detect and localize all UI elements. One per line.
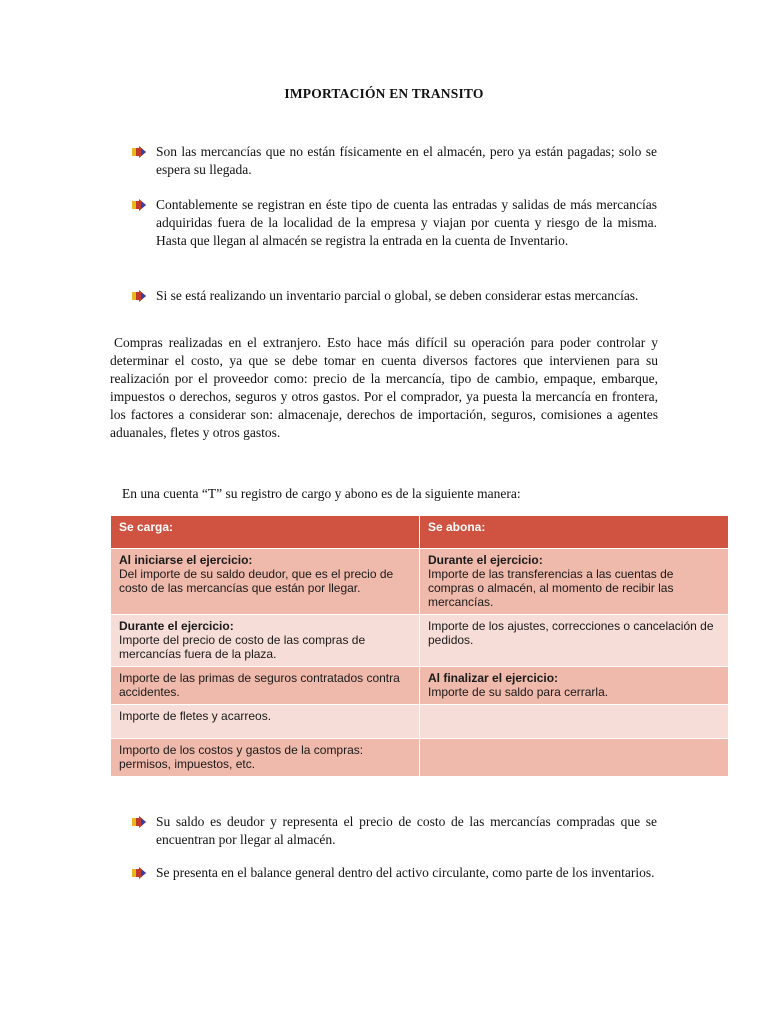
cell-heading: Durante el ejercicio: — [428, 553, 543, 567]
table-cell — [420, 667, 729, 705]
bullet-item — [132, 196, 657, 250]
table-cell — [111, 615, 420, 667]
cell-heading: Durante el ejercicio: — [119, 619, 234, 633]
arrow-bullet-icon — [132, 199, 146, 211]
bullet-text: Contablemente se registran en éste tipo de cuenta las entradas y salidas de más mercancías adquiridas fuera de la localidad de la empresa y viajan por cuenta y riesgo de la misma. Hasta que llegan al almacén se registra la entrada en la cuenta de Inventario. — [156, 197, 657, 248]
bullet-item — [132, 864, 657, 882]
cell-text: Importe de los ajustes, correcciones o cancelación de pedidos. — [428, 619, 714, 647]
bullet-text: Su saldo es deudor y representa el precio de costo de las mercancías compradas que se encuentran por llegar al almacén. — [156, 814, 657, 847]
arrow-bullet-icon — [132, 816, 146, 828]
cell-text: Importe de fletes y acarreos. — [119, 709, 272, 723]
cell-text: Del importe de su saldo deudor, que es el precio de costo de las mercancías que están por llegar. — [119, 567, 394, 595]
arrow-bullet-icon — [132, 290, 146, 302]
table-cell — [420, 615, 729, 667]
bullet-text: Si se está realizando un inventario parcial o global, se deben considerar estas mercancías. — [156, 288, 639, 303]
cell-text: Importo de los costos y gastos de la compras: permisos, impuestos, etc. — [119, 743, 364, 771]
cell-text: Importe del precio de costo de las compras de mercancías fuera de la plaza. — [119, 633, 366, 661]
table-cell — [111, 549, 420, 615]
bullet-item — [132, 813, 657, 849]
header-se-abona: Se abona: — [420, 516, 729, 549]
arrow-bullet-icon — [132, 146, 146, 158]
t-account-table — [110, 515, 729, 777]
table-cell — [420, 549, 729, 615]
header-se-carga: Se carga: — [111, 516, 420, 549]
table-cell — [111, 705, 420, 739]
bullet-text: Se presenta en el balance general dentro del activo circulante, como parte de los inventarios. — [156, 865, 655, 880]
table-cell-empty — [420, 705, 729, 739]
arrow-bullet-icon — [132, 867, 146, 879]
table-cell — [111, 739, 420, 777]
cell-text: Importe de las primas de seguros contratados contra accidentes. — [119, 671, 400, 699]
body-paragraph: Compras realizadas en el extranjero. Esto hace más difícil su operación para poder controlar y determinar el costo, ya que se debe tomar en cuenta diversos factores que intervienen para su realización por el proveedor como: precio de la mercancía, tipo de cambio, empaque, embarque, impuestos o derechos, seguros y otros gastos. Por el comprador, ya puesta la mercancía en frontera, los factores a considerar son: almacenaje, derechos de importación, seguros, comisiones a agentes aduanales, fletes y otros gastos. — [110, 335, 658, 440]
table-cell-empty — [420, 739, 729, 777]
cell-heading: Al iniciarse el ejercicio: — [119, 553, 253, 567]
cell-text: Importe de su saldo para cerrarla. — [428, 685, 609, 699]
table-intro: En una cuenta “T” su registro de cargo y abono es de la siguiente manera: — [122, 486, 521, 501]
document-title: IMPORTACIÓN EN TRANSITO — [284, 86, 484, 101]
bullet-item — [132, 143, 657, 179]
cell-heading: Al finalizar el ejercicio: — [428, 671, 559, 685]
cell-text: Importe de las transferencias a las cuentas de compras o almacén, al momento de recibir las mercancías. — [428, 567, 674, 609]
table-cell — [111, 667, 420, 705]
bullet-item — [132, 287, 657, 305]
bullet-text: Son las mercancías que no están físicamente en el almacén, pero ya están pagadas; solo se espera su llegada. — [156, 144, 657, 177]
